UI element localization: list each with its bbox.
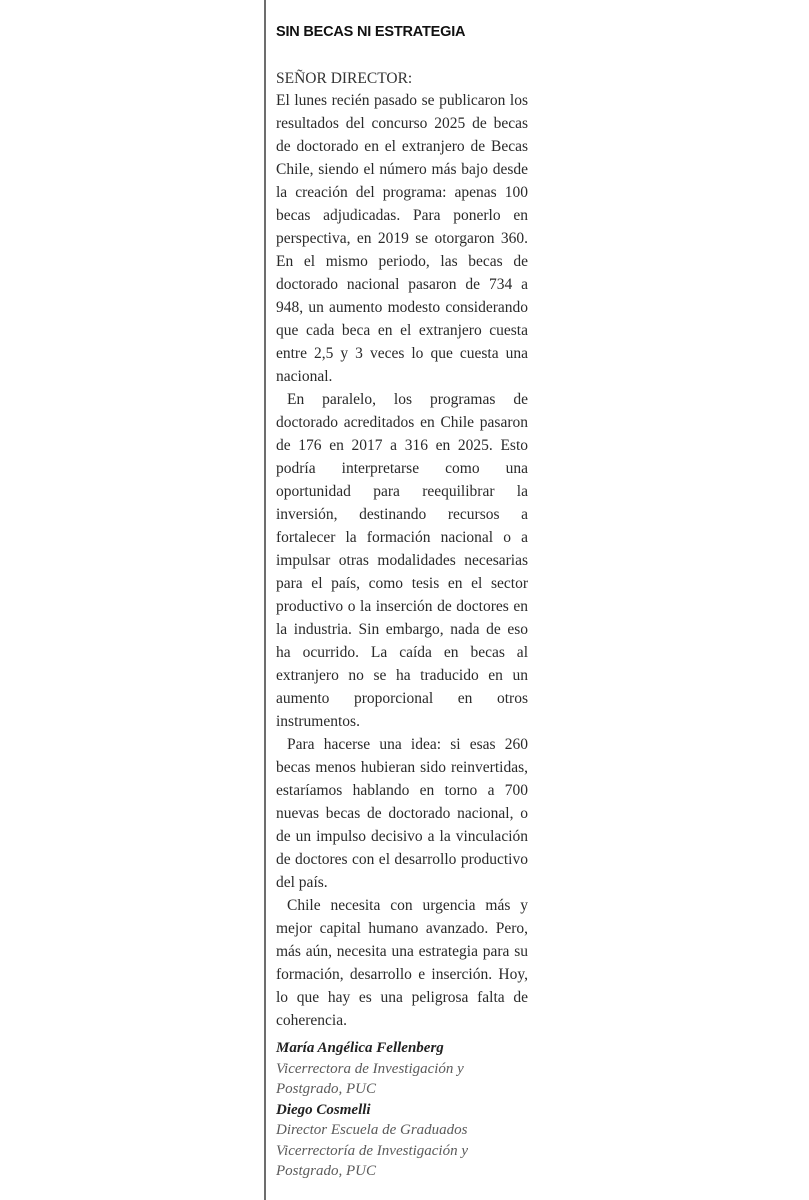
- signer-name-2: Diego Cosmelli: [276, 1101, 371, 1118]
- paragraph-1: El lunes recién pasado se publicaron los resultados del concurso 2025 de becas de doctorado en el extranjero de Becas Chile, siendo el número más bajo desde la creación del programa: apenas 100 becas adjudicadas. Para ponerlo en perspectiva, en 2019 se otorgaron 360. En el mismo periodo, las becas de doctorado nacional pasaron de 734 a 948, un aumento modesto considerando que cada beca en el extranjero cuesta entre 2,5 y 3 veces lo que cuesta una nacional.: [276, 92, 528, 385]
- column-divider: [264, 0, 266, 1200]
- signer-role-2-line-2: Vicerrectoría de Investigación y: [276, 1142, 469, 1159]
- letter-salutation: SEÑOR DIRECTOR:: [276, 70, 413, 87]
- signature-block: [276, 1038, 536, 1182]
- paragraph-3: Para hacerse una idea: si esas 260 becas menos hubieran sido reinvertidas, estaríamos hablando en torno a 700 nuevas becas de doctorado nacional, o de un impulso decisivo a la vinculación de doctores con el desarrollo productivo del país.: [276, 736, 528, 891]
- signer-role-2-line-3: Postgrado, PUC: [276, 1163, 377, 1179]
- signer-role-1-line-1: Vicerrectora de Investigación y: [276, 1060, 464, 1077]
- paragraph-4: Chile necesita con urgencia más y mejor capital humano avanzado. Pero, más aún, necesita una estrategia para su formación, desarrollo e inserción. Hoy, lo que hay es una peligrosa falta de coherencia.: [276, 897, 528, 1029]
- signer-role-1-line-2: Postgrado, PUC: [276, 1081, 377, 1097]
- letter-headline: SIN BECAS NI ESTRATEGIA: [276, 24, 466, 40]
- paragraph-2: En paralelo, los programas de doctorado acreditados en Chile pasaron de 176 en 2017 a 316 en 2025. Esto podría interpretarse como una oportunidad para reequilibrar la inversión, destinando recursos a fortalecer la formación nacional o a impulsar otras modalidades necesarias para el país, como tesis en el sector productivo o la inserción de doctores en la industria. Sin embargo, nada de eso ha ocurrido. La caída en becas al extranjero no se ha traducido en un aumento proporcional en otros instrumentos.: [276, 391, 528, 730]
- signer-name-1: María Angélica Fellenberg: [276, 1040, 444, 1056]
- letter-body: [276, 89, 528, 1032]
- signer-role-2-line-1: Director Escuela de Graduados: [276, 1122, 468, 1138]
